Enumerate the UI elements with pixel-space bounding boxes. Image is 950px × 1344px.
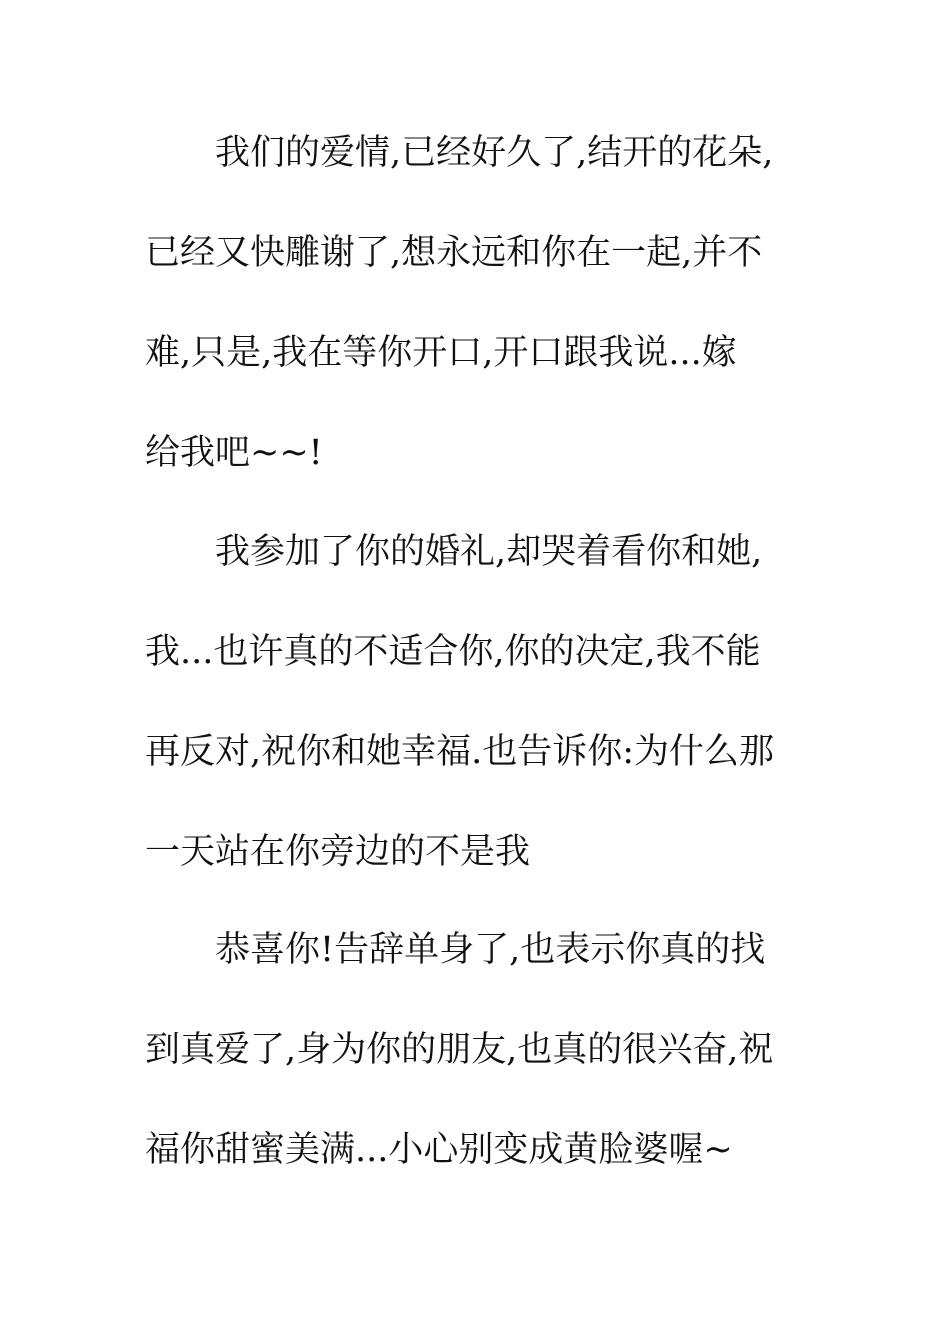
paragraph-line: 到真爱了,身为你的朋友,也真的很兴奋,祝: [145, 1030, 774, 1070]
paragraph-line: 再反对,祝你和她幸福.也告诉你:为什么那: [145, 732, 775, 772]
paragraph-line: 难,只是,我在等你开口,开口跟我说...嫁: [145, 333, 737, 373]
paragraph-line: 我们的爱情,已经好久了,结开的花朵,: [215, 133, 774, 173]
paragraph-line: 我参加了你的婚礼,却哭着看你和她,: [215, 532, 763, 572]
paragraph-line: 一天站在你旁边的不是我: [145, 832, 531, 872]
paragraph-line: 给我吧~~!: [145, 433, 323, 473]
paragraph-line: 我...也许真的不适合你,你的决定,我不能: [145, 632, 761, 672]
paragraph-line: 恭喜你!告辞单身了,也表示你真的找: [215, 930, 766, 970]
paragraph-line: 福你甜蜜美满...小心别变成黄脸婆喔~: [145, 1130, 733, 1170]
paragraph-line: 已经又快雕谢了,想永远和你在一起,并不: [145, 233, 763, 273]
